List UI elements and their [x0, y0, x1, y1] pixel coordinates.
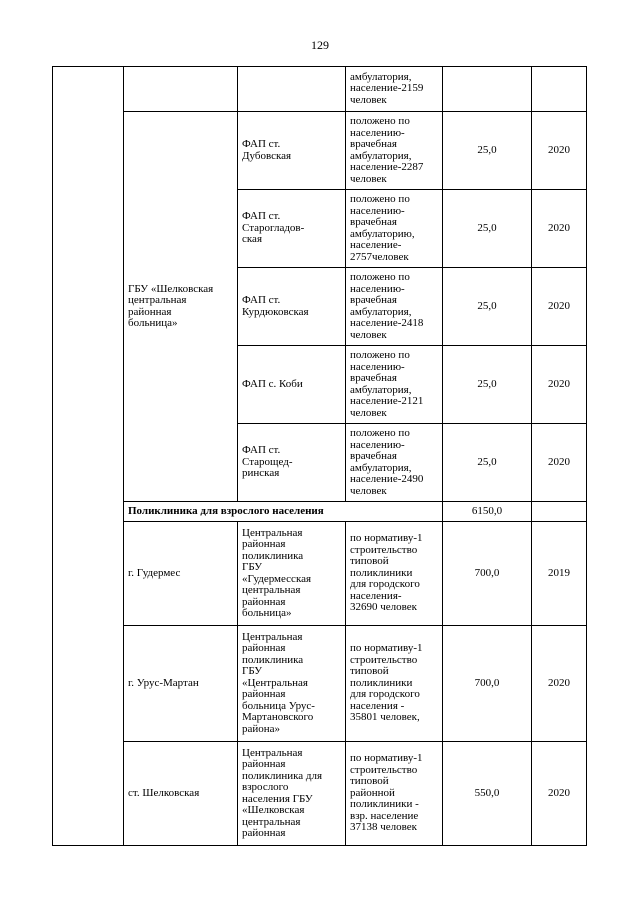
note-cell: положено по населению- врачебная амбулатория, население-2418 человек — [346, 268, 443, 346]
note-cell: положено по населению- врачебная амбулатория, население-2121 человек — [346, 346, 443, 424]
year-cell: 2020 — [532, 268, 587, 346]
facility-cell: Центральная районная поликлиника для взрослого населения ГБУ «Шелковская центральная районная — [238, 742, 346, 846]
value-cell: 550,0 — [443, 742, 532, 846]
section-title: Поликлиника для взрослого населения — [124, 502, 443, 522]
year-cell — [532, 502, 587, 522]
table-row — [53, 67, 587, 112]
year-cell: 2020 — [532, 190, 587, 268]
section-row — [53, 502, 587, 522]
year-cell: 2020 — [532, 346, 587, 424]
value-cell: 25,0 — [443, 346, 532, 424]
place-cell: г. Гудермес — [124, 522, 238, 626]
year-cell: 2020 — [532, 424, 587, 502]
org-cell — [124, 67, 238, 112]
year-cell: 2020 — [532, 742, 587, 846]
note-cell: положено по населению- врачебная амбулатория, население-2490 человек — [346, 424, 443, 502]
table-row — [53, 522, 587, 626]
place-cell: г. Урус-Мартан — [124, 626, 238, 742]
value-cell: 25,0 — [443, 424, 532, 502]
facility-cell: ФАП ст. Дубовская — [238, 112, 346, 190]
note-cell: по нормативу-1 строительство типовой районной поликлиники - взр. население 37138 человек — [346, 742, 443, 846]
value-cell: 700,0 — [443, 626, 532, 742]
note-cell: по нормативу-1 строительство типовой поликлиники для городского населения - 35801 человек, — [346, 626, 443, 742]
page-number: 129 — [311, 38, 329, 52]
note-cell: по нормативу-1 строительство типовой поликлиники для городского населения- 32690 человек — [346, 522, 443, 626]
value-cell: 25,0 — [443, 268, 532, 346]
year-cell: 2020 — [532, 112, 587, 190]
value-cell: 25,0 — [443, 190, 532, 268]
year-cell: 2019 — [532, 522, 587, 626]
facility-cell: ФАП ст. Курдюковская — [238, 268, 346, 346]
facility-cell — [238, 67, 346, 112]
table-row — [53, 742, 587, 846]
year-cell — [532, 67, 587, 112]
org-cell: ГБУ «Шелковская центральная районная больница» — [124, 112, 238, 502]
value-cell — [443, 67, 532, 112]
facility-cell: ФАП с. Коби — [238, 346, 346, 424]
facility-table — [52, 66, 587, 846]
place-cell: ст. Шелковская — [124, 742, 238, 846]
year-cell: 2020 — [532, 626, 587, 742]
region-cell — [53, 67, 124, 846]
facility-cell: Центральная районная поликлиника ГБУ «Гудермесская центральная районная больница» — [238, 522, 346, 626]
note-cell: амбулатория, население-2159 человек — [346, 67, 443, 112]
value-cell: 25,0 — [443, 112, 532, 190]
section-total: 6150,0 — [443, 502, 532, 522]
note-cell: положено по населению- врачебная амбулатория, население-2287 человек — [346, 112, 443, 190]
table-row — [53, 626, 587, 742]
facility-cell: ФАП ст. Старогладов- ская — [238, 190, 346, 268]
facility-cell: ФАП ст. Старощед- ринская — [238, 424, 346, 502]
table-row — [53, 112, 587, 190]
note-cell: положено по населению- врачебная амбулаторию, население- 2757человек — [346, 190, 443, 268]
facility-cell: Центральная районная поликлиника ГБУ «Центральная районная больница Урус- Мартановского района» — [238, 626, 346, 742]
value-cell: 700,0 — [443, 522, 532, 626]
